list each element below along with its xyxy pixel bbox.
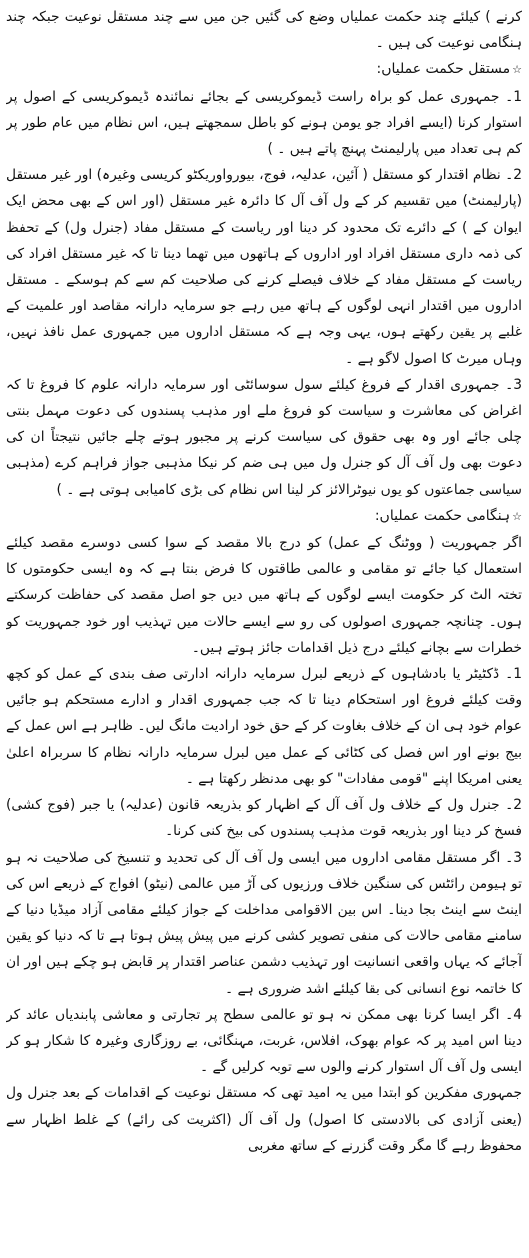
permanent-point-2 — [6, 162, 522, 372]
emergency-intro-text: اگر جمہوریت ( ووٹنگ کے عمل) کو درج بالا مقصد کے سوا کسی دوسرے مقصد کیلئے استعمال کیا جائے تو مقامی و عالمی طاقتوں کا فرض بنتا ہے کہ وہ ایسی حکومتوں کا تختہ الٹ کر حکومت ایسے لوگوں کے ہاتھ میں دیں جو اصل مقصد کی حفاظت کرسکتے ہوں۔ چنانچہ جمہوری اصولوں کی رو سے ایسے حالات میں تہذیب اور خود جمہوریت کو خطرات سے بچانے کیلئے درج ذیل اقدامات جائز ہوتے ہیں۔ — [6, 535, 522, 656]
emergency-strategies-heading — [6, 503, 522, 530]
emergency-point-4 — [6, 1002, 522, 1081]
star-icon: ☆ — [512, 509, 522, 523]
emergency-heading-text: ہنگامی حکمت عملیاں: — [374, 507, 511, 524]
document-page — [6, 4, 522, 1254]
emergency-point-1 — [6, 661, 522, 792]
emergency-point-2 — [6, 792, 522, 844]
permanent-point-text: 1۔ جمہوری عمل کو براہ راست ڈیموکریسی کے بجائے نمائندہ ڈیموکریسی کے اصول پر استوار کرنا (ایسے افراد جو یومن ہونے کو باطل سمجھتے ہیں، اس نظام میں عام طور پر کم ہی تعداد میں پارلیمنٹ پہنچ پاتے ہیں ۔ ) — [6, 88, 522, 158]
permanent-point-text: 3۔ جمہوری اقدار کے فروغ کیلئے سول سوسائٹی اور سرمایہ دارانہ علوم کا فروغ تا کہ اغراض کی معاشرت و سیاست کو فروغ ملے اور مذہب پسندوں کی دعوت مہمل بنتی چلی جائے اور وہ بھی حقوق کی سیاست کرنے پر مجبور ہوتے چلے جائیں نتیجتاً ان کی دعوت بھی ول آف آل کو جنرل ول میں ہی ضم کر نیکا مذہبی جواز فراہم کرے (مذہبی سیاسی جماعتوں کو یوں نیوٹرالائز کر لینا اس نظام کی بڑی کامیابی ہوتی ہے ۔ ) — [6, 376, 522, 498]
emergency-point-3 — [6, 845, 522, 1002]
permanent-point-3 — [6, 372, 522, 503]
emergency-point-text: 1۔ ڈکٹیٹر یا بادشاہوں کے ذریعے لبرل سرمایہ دارانہ ادارتی صف بندی کے عمل کو کچھ وقت کیلئے فروغ اور استحکام دینا تا کہ جب جمہوری اقدار و ادارے مستحکم ہو جائیں عوام خود ہی ان کے خلاف بغاوت کر کے حق خود ارادیت مانگ لیں۔ ظاہر ہے اس عمل کے بیج بونے اور اس فصل کی کٹائی کے عمل میں لبرل سرمایہ دارانہ نظام کا سربراہ اعلیٰ یعنی امریکا اپنے "قومی مفادات" کو بھی مدنظر رکھتا ہے ۔ — [6, 666, 522, 787]
emergency-point-text: 3۔ اگر مستقل مقامی اداروں میں ایسی ول آف آل کی تحدید و تنسیخ کی صلاحیت نہ ہو تو ہیومن رائٹس کی سنگین خلاف ورزیوں کی آڑ میں عالمی (نیٹو) افواج کے ذریعے اس کی اینٹ سے اینٹ بجا دینا۔ اس بین الاقوامی مداخلت کے جواز کیلئے مقامی آزاد میڈیا دنیا کے سامنے مقامی حالات کی منفی تصویر کشی کرنے میں پیش پیش ہوتا ہے تا کہ دنیا کو یقین آجائے کہ یہاں واقعی انسانیت اور تہذیب دشمن عناصر اقتدار پر قابض ہو چکے ہیں اور ان کا خاتمہ نوع انسانی کی بقا کیلئے اشد ضروری ہے ۔ — [6, 849, 522, 997]
permanent-strategies-heading — [6, 56, 522, 83]
emergency-point-text: 2۔ جنرل ول کے خلاف ول آف آل کے اظہار کو بذریعہ قانون (عدلیہ) یا جبر (فوج کشی) فسخ کر دینا اور بذریعہ قوت مذہب پسندوں کی بیخ کنی کرنا۔ — [6, 797, 522, 840]
permanent-point-1 — [6, 84, 522, 163]
star-icon: ☆ — [512, 63, 522, 77]
closing-paragraph — [6, 1080, 522, 1159]
intro-text: کرنے ) کیلئے چند حکمت عملیاں وضع کی گئیں جن میں سے چند مستقل نوعیت جبکہ چند ہنگامی نوعیت کی ہیں ۔ — [6, 9, 522, 52]
closing-text: جمہوری مفکرین کو ابتدا میں یہ امید تھی کہ مستقل نوعیت کے اقدامات کے بعد جنرل ول (یعنی آزادی کی بالادستی کا اصول) ول آف آل (اکثریت کی رائے) کے غلط اظہار سے محفوظ رہے گا مگر وقت گزرنے کے ساتھ مغربی — [6, 1085, 522, 1154]
emergency-point-text: 4۔ اگر ایسا کرنا بھی ممکن نہ ہو تو عالمی سطح پر تجارتی و معاشی پابندیاں عائد کر دینا اس امید پر کہ عوام بھوک، افلاس، غربت، مہنگائی، بے روزگاری وغیرہ کا شکار ہو کر ایسی ول آف آل استوار کرنے والوں سے توبہ کرلیں گے ۔ — [6, 1006, 522, 1076]
emergency-intro-paragraph — [6, 530, 522, 661]
permanent-point-text: 2۔ نظام اقتدار کو مستقل ( آئین، عدلیہ، فوج، بیورواوریکٹو کریسی وغیرہ) اور غیر مستقل (پارلیمنٹ) میں تقسیم کر کے ول آف آل کا دائرہ غیر مستقل (اور اس کے بھی محض ایک ایوان کے ) کے دائرے تک محدود کر دینا اور ریاست کے مستقل مفاد (جنرل ول) کے تحفظ کی ذمہ داری مستقل افراد اور اداروں کے ہاتھوں میں تھما دینا تا کہ غیر مستقل افراد کی ریاست کے مستقل مفاد کے خلاف فیصلے کرنے کی صلاحیت کم سے کم ہوسکے ۔ مستقل اداروں میں اقتدار انہی لوگوں کے ہاتھ میں رہے جو سرمایہ دارانہ مقاصد اور علمیت کے غلبے پر یقین رکھتے ہوں، یہی وجہ ہے کہ مستقل اداروں میں جمہوری عمل نافذ نہیں، وہاں میرٹ کا اصول لاگو ہے ۔ — [6, 167, 522, 367]
intro-paragraph — [6, 4, 522, 56]
permanent-heading-text: مستقل حکمت عملیاں: — [376, 61, 511, 78]
